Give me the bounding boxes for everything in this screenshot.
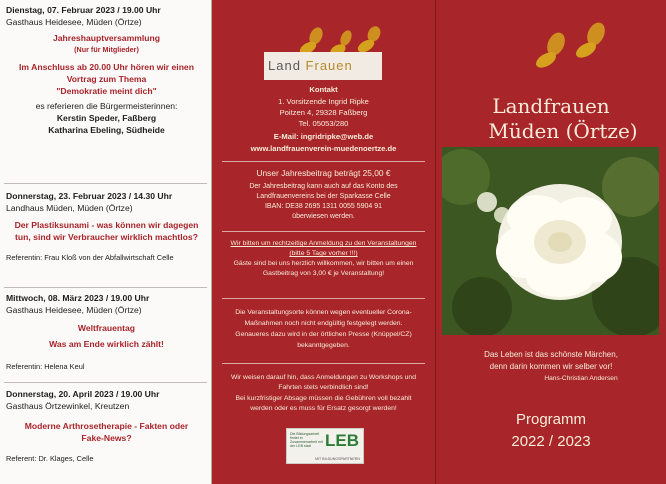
event-referent: Referentin: Frau Kloß von der Abfallwirtschaft Celle [6, 253, 174, 262]
contact-line: 1. Vorsitzende Ingrid Ripke [278, 97, 369, 106]
contact-line: Poitzen 4, 29328 Faßberg [279, 108, 368, 117]
leb-logo-text: Die Bildungsarbeit findet in Zusammenarbeit mit der LEB statt [290, 432, 323, 448]
event-place: Gasthaus Örtzewinkel, Kreutzen [6, 401, 130, 411]
event-title-line: Der Plastiksunami - was können wir dagegen [14, 220, 199, 230]
event-extra-3: "Demokratie meint dich" [56, 86, 157, 96]
bee-icon [528, 20, 612, 76]
workshop-note: Fahrten stets verbindlich sind! [278, 384, 369, 391]
divider [222, 231, 425, 232]
title-panel [436, 0, 666, 484]
peony-flower-icon [442, 147, 659, 335]
event-title: Jahreshauptversammlung [53, 33, 160, 43]
registration-note: (bitte 5 Tage vorher !!!) [289, 250, 358, 257]
event-extra-1: Im Anschluss ab 20.00 Uhr hören wir einen [19, 62, 194, 72]
landfrauen-logo [268, 58, 353, 73]
contact-panel [212, 0, 436, 484]
fee-line: Der Jahresbeitrag kann auch auf das Konto des [249, 183, 398, 190]
event-date: Mittwoch, 08. März 2023 / 19.00 Uhr [6, 293, 150, 303]
page-title-line: Müden (Örtze) [488, 119, 638, 143]
peony-flower-photo [442, 147, 659, 335]
venue-note: bekanntgegeben. [297, 342, 350, 349]
event-title-line: tun, sind wir Verbraucher wirklich machtlos? [15, 232, 198, 242]
venue-note: Die Veranstaltungsorte können wegen eventueller Corona- [235, 309, 412, 316]
event-4 [6, 388, 207, 465]
event-speaker: Kerstin Speder, Faßberg [56, 113, 157, 123]
venue-note: Genaueres dazu wird in der örtlichen Presse (Knüppel/CZ) [235, 331, 412, 338]
event-1 [6, 4, 207, 136]
event-date: Donnerstag, 20. April 2023 / 19.00 Uhr [6, 389, 160, 399]
events-panel [0, 0, 212, 484]
logo-text-frauen: Frauen [305, 58, 353, 73]
event-title-note: (Nur für Mitglieder) [74, 45, 139, 54]
leb-logo-mark: LEB [325, 431, 359, 450]
event-title-line: Was am Ende wirklich zählt! [49, 339, 164, 349]
program-label: Programm [515, 411, 586, 428]
divider [222, 161, 425, 162]
workshop-note: Bei kurzfristiger Absage müssen die Gebühren voll bezahlt [235, 395, 412, 402]
event-2 [6, 190, 207, 264]
program-year: 2022 / 2023 [511, 433, 591, 450]
contact-website: www.landfrauenverein-muedenoertze.de [250, 144, 397, 153]
event-date: Dienstag, 07. Februar 2023 / 19.00 Uhr [6, 5, 161, 15]
event-place: Gasthaus Heidesee, Müden (Örtze) [6, 17, 142, 27]
quote-author: Hans-Christian Andersen [544, 375, 618, 382]
registration-line: Gastbeitrag von 3,00 € je Veranstaltung! [262, 270, 385, 277]
event-speaker: Katharina Ebeling, Südheide [48, 125, 165, 135]
logo-text-land: Land [268, 58, 301, 73]
page-title-line: Landfrauen [492, 94, 610, 118]
contact-email: E-Mail: ingridripke@web.de [273, 132, 374, 141]
event-title-line: Moderne Arthrosetherapie - Fakten oder [24, 421, 189, 431]
event-extra-2: Vortrag zum Thema [66, 74, 147, 84]
event-title-line: Weltfrauentag [77, 323, 136, 333]
event-3 [6, 292, 207, 373]
divider [222, 298, 425, 299]
contact-heading: Kontakt [309, 85, 338, 94]
divider [4, 382, 207, 383]
fee-line: IBAN: DE38 2695 1311 0055 5904 91 [264, 203, 383, 210]
fee-headline: Unser Jahresbeitrag beträgt 25,00 € [256, 168, 391, 178]
event-referent: Referentin: Helena Keul [6, 362, 85, 371]
event-speakers-intro: es referieren die Bürgermeisterinnen: [35, 101, 178, 111]
event-place: Landhaus Müden, Müden (Örtze) [6, 203, 133, 213]
contact-line: Tel. 05053/280 [298, 119, 349, 128]
registration-line: Gäste sind bei uns herzlich willkommen, wir bitten um einen [233, 260, 414, 267]
event-title-line: Fake-News? [81, 433, 132, 443]
registration-note: Wir bitten um rechtzeitige Anmeldung zu den Veranstaltungen [230, 240, 417, 247]
fee-line: Landfrauenvereins bei der Sparkasse Celle [256, 193, 391, 200]
leb-logo-subtext: MIT BILDUNGSPARTNERN [315, 457, 360, 461]
workshop-note: Wir weisen darauf hin, dass Anmeldungen zu Workshops und [230, 374, 416, 381]
quote-line: Das Leben ist das schönste Märchen, [484, 350, 618, 359]
workshop-note: werden oder es muss für Ersatz gesorgt werden! [250, 405, 397, 412]
quote-line: denn darin kommen wir selber vor! [489, 362, 613, 371]
fee-line: überwiesen werden. [292, 213, 355, 220]
leb-logo [286, 428, 364, 464]
event-referent: Referent: Dr. Klages, Celle [6, 454, 94, 463]
divider [4, 183, 207, 184]
divider [4, 287, 207, 288]
event-place: Gasthaus Heidesee, Müden (Örtze) [6, 305, 142, 315]
divider [222, 363, 425, 364]
event-date: Donnerstag, 23. Februar 2023 / 14.30 Uhr [6, 191, 173, 201]
venue-note: Maßnahmen noch nicht endgültig festgelegt werden. [244, 320, 403, 327]
